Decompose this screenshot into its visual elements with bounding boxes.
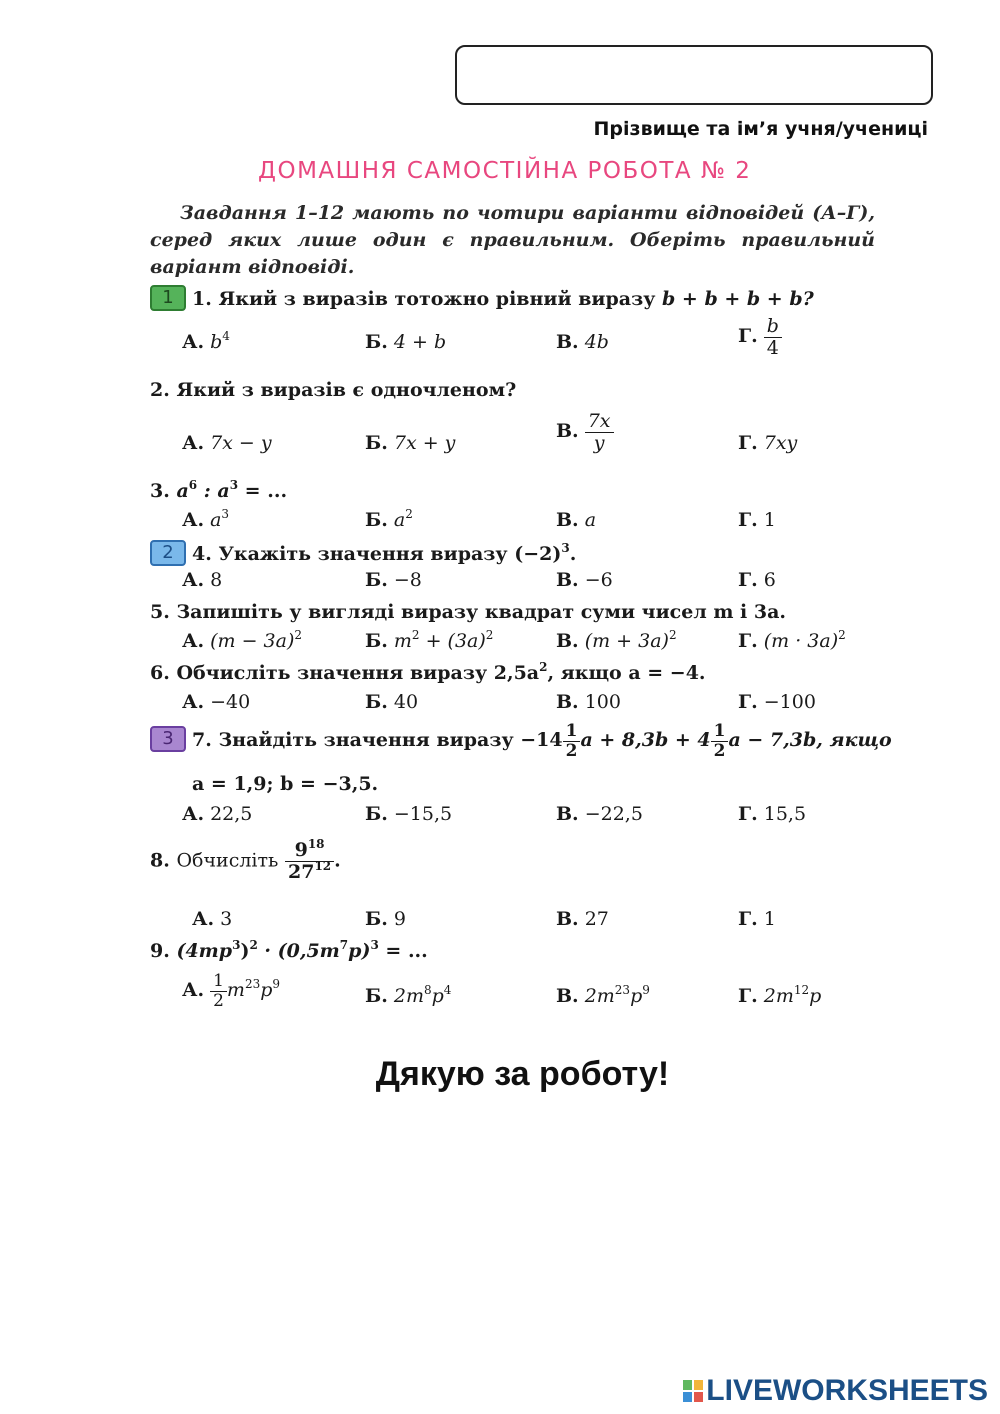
q2-option-v[interactable]: В. $\frac{7x}{y}$ <box>556 411 614 454</box>
q7-option-g[interactable]: Г. 15,5 <box>738 803 807 825</box>
student-name-input[interactable] <box>455 45 933 105</box>
q4-option-g[interactable]: Г. 6 <box>738 569 776 591</box>
q6-option-g[interactable]: Г. −100 <box>738 691 816 713</box>
question-3: 3. $a^6$ : $a^3$ = ... <box>150 478 288 502</box>
q5-option-b[interactable]: Б. $m^2 + (3a)^2$ <box>365 628 494 652</box>
q6-option-b[interactable]: Б. 40 <box>365 691 419 713</box>
question-2: 2. Який з виразів є одночленом? <box>150 379 517 401</box>
q5-option-v[interactable]: В. $(m + 3a)^2$ <box>556 628 677 652</box>
q5-option-a[interactable]: А. $(m - 3a)^2$ <box>182 628 302 652</box>
question-6: 6. Обчисліть значення виразу $2,5a^2$, якщо a = −4. <box>150 660 706 684</box>
logo-grid-icon <box>683 1380 703 1402</box>
q6-option-a[interactable]: А. −40 <box>182 691 251 713</box>
question-7-condition: a = 1,9; b = −3,5. <box>192 773 379 795</box>
thanks-message: Дякую за роботу! <box>375 1055 670 1093</box>
q3-option-g[interactable]: Г. 1 <box>738 509 776 531</box>
liveworksheets-logo: LIVEWORKSHEETS <box>683 1374 988 1408</box>
q8-option-a[interactable]: А. 3 <box>192 908 233 930</box>
q7-option-b[interactable]: Б. −15,5 <box>365 803 453 825</box>
q8-option-b[interactable]: Б. 9 <box>365 908 406 930</box>
q1-option-g[interactable]: Г. $\frac{b}{4}$ <box>738 316 782 359</box>
q6-option-v[interactable]: В. 100 <box>556 691 621 713</box>
level-badge-2: 2 <box>150 540 186 566</box>
level-badge-3: 3 <box>150 726 186 752</box>
page-title: ДОМАШНЯ САМОСТІЙНА РОБОТА № 2 <box>258 158 752 184</box>
q4-option-b[interactable]: Б. −8 <box>365 569 422 591</box>
q4-option-a[interactable]: А. 8 <box>182 569 223 591</box>
q2-option-g[interactable]: Г. 7xy <box>738 432 798 454</box>
question-5: 5. Запишіть у вигляді виразу квадрат суми чисел m і 3a. <box>150 601 787 623</box>
q9-option-v[interactable]: В. $2m^{23}p^9$ <box>556 983 650 1007</box>
q2-option-b[interactable]: Б. 7x + y <box>365 432 456 454</box>
question-4: 2 4. Укажіть значення виразу $(-2)^3$. <box>150 540 576 566</box>
question-1: 1 1. Який з виразів тотожно рівний виразу b + b + b + b? <box>150 285 814 311</box>
level-badge-1: 1 <box>150 285 186 311</box>
q8-option-g[interactable]: Г. 1 <box>738 908 776 930</box>
student-name-label: Прізвище та ім’я учня/учениці <box>593 118 928 140</box>
q1-option-b[interactable]: Б. 4 + b <box>365 331 447 353</box>
q4-option-v[interactable]: В. −6 <box>556 569 613 591</box>
q7-option-a[interactable]: А. 22,5 <box>182 803 253 825</box>
question-8: 8. Обчисліть $\frac{9^{18}}{27^{12}}$ . <box>150 837 341 883</box>
q3-option-b[interactable]: Б. $a^2$ <box>365 507 413 531</box>
q7-option-v[interactable]: В. −22,5 <box>556 803 643 825</box>
q9-option-g[interactable]: Г. $2m^{12}p$ <box>738 983 822 1007</box>
q2-option-a[interactable]: А. 7x − y <box>182 432 272 454</box>
q3-option-a[interactable]: А. $a^3$ <box>182 507 230 531</box>
question-9: 9. $(4mp^3)^2 \cdot (0,5m^7p)^3$ = ... <box>150 938 428 962</box>
q9-option-b[interactable]: Б. $2m^8p^4$ <box>365 983 452 1007</box>
question-7: 3 7. Знайдіть значення виразу −14 $\frac{1}{2}$ a + 8,3b + 4 $\frac{1}{2}$ a − 7,3b, якщо <box>150 722 892 760</box>
q9-option-a[interactable]: А. $\frac{1}{2}$ $m^{23}p^9$ <box>182 971 281 1011</box>
q1-option-a[interactable]: А. $b^4$ <box>182 329 230 353</box>
q8-option-v[interactable]: В. 27 <box>556 908 609 930</box>
q1-option-v[interactable]: В. 4b <box>556 331 609 353</box>
q5-option-g[interactable]: Г. $(m \cdot 3a)^2$ <box>738 628 846 652</box>
q3-option-v[interactable]: В. a <box>556 509 597 531</box>
instructions: Завдання 1–12 мають по чотири варіанти відповідей (А–Г), серед яких лише один є правильним. Оберіть правильний варіант відповіді. <box>150 202 875 278</box>
